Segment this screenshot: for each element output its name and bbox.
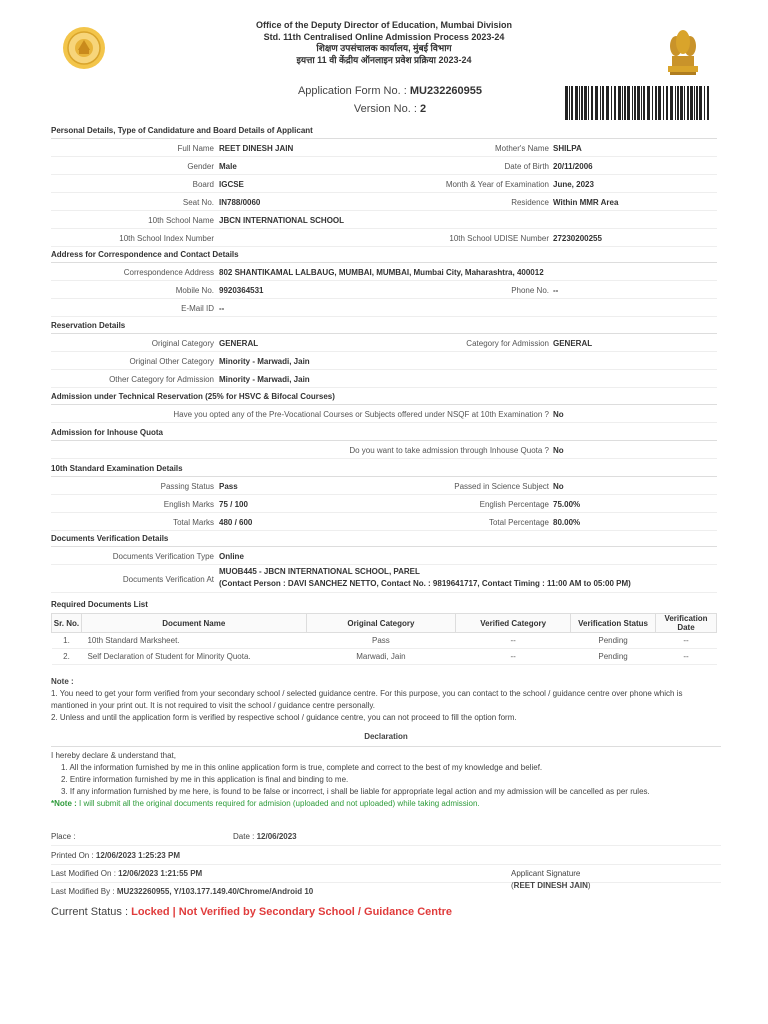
field-label: Residence: [511, 198, 549, 207]
section-title: 10th Standard Examination Details: [51, 460, 717, 477]
modified-value: 12/06/2023 1:21:55 PM: [118, 869, 203, 878]
modified-by-value: MU232260955, Y/103.177.149.40/Chrome/Android 10: [116, 887, 314, 896]
table-cell: Self Declaration of Student for Minority Quota.: [81, 649, 306, 665]
field-label: Total Marks: [173, 518, 214, 527]
required-documents-section: [51, 596, 717, 665]
field-label: 10th School UDISE Number: [449, 234, 549, 243]
field-label: Phone No.: [511, 286, 549, 295]
barcode-icon: [565, 86, 710, 120]
table-cell: Pending: [571, 633, 656, 649]
exam-details-section: [51, 460, 717, 531]
date-value: 12/06/2023: [256, 832, 297, 841]
field-label: Mobile No.: [175, 286, 214, 295]
field-value: 75.00%: [553, 500, 581, 509]
technical-answer: No: [553, 410, 564, 419]
technical-question-row: [51, 405, 717, 423]
field-label: Date of Birth: [504, 162, 549, 171]
technical-question: Have you opted any of the Pre-Vocational Courses or Subjects offered under NSQF at 10th Examination ?: [173, 410, 549, 419]
declaration-item: 3. If any information furnished by me here, is found to be false or incorrect, i shall be liable for appropriate legal action and my admission will be cancelled as per rules.: [61, 787, 650, 796]
status-value: Locked | Not Verified by Secondary School / Guidance Centre: [131, 906, 453, 918]
national-emblem-icon: [660, 22, 706, 78]
modified-by-label: Last Modified By :: [51, 887, 115, 896]
verification-at-label: Documents Verification At: [122, 575, 214, 584]
inhouse-question: Do you want to take admission through Inhouse Quota ?: [349, 446, 549, 455]
detail-row: [51, 334, 717, 352]
field-label: 10th School Name: [148, 216, 214, 225]
form-no-label: Application Form No. :: [297, 85, 407, 97]
table-row: [52, 633, 717, 649]
table-cell: --: [456, 649, 571, 665]
detail-row: [51, 139, 717, 157]
version-value: 2: [419, 103, 427, 115]
detail-row: [51, 370, 717, 388]
section-title: Admission under Technical Reservation (25% for HSVC & Bifocal Courses): [51, 388, 717, 405]
printed-label: Printed On :: [51, 851, 94, 860]
detail-row: [51, 352, 717, 370]
field-value: --: [219, 304, 225, 313]
process-title: Std. 11th Centralised Online Admission Process 2023-24: [263, 31, 505, 42]
field-label: Gender: [187, 162, 214, 171]
field-label: Original Other Category: [129, 357, 214, 366]
note-title: Note :: [51, 677, 74, 686]
field-label: 10th School Index Number: [119, 234, 214, 243]
column-header: Verification Date: [656, 614, 717, 633]
field-value: Pass: [219, 482, 238, 491]
table-cell: Marwadi, Jain: [306, 649, 456, 665]
column-header: Original Category: [306, 614, 456, 633]
required-documents-table: [51, 613, 717, 665]
declaration-intro: I hereby declare & understand that,: [51, 751, 176, 760]
footer-block: [51, 828, 721, 921]
detail-row: [51, 513, 717, 531]
address-section: [51, 246, 717, 317]
field-value: SHILPA: [553, 144, 582, 153]
detail-row: [51, 495, 717, 513]
field-label: Category for Admission: [466, 339, 549, 348]
field-value: Within MMR Area: [553, 198, 619, 207]
declaration-item: 2. Entire information furnished by me in this application is final and binding to me.: [61, 775, 349, 784]
field-value: 20/11/2006: [553, 162, 593, 171]
field-value: Male: [219, 162, 237, 171]
table-cell: 1.: [52, 633, 82, 649]
table-cell: Pending: [571, 649, 656, 665]
field-label: Passed in Science Subject: [454, 482, 549, 491]
table-cell: --: [656, 649, 717, 665]
verification-type-row: [51, 547, 717, 565]
place-label: Place :: [51, 832, 76, 841]
detail-row: [51, 299, 717, 317]
header-text: [180, 20, 588, 66]
table-cell: Pass: [306, 633, 456, 649]
table-row: [52, 649, 717, 665]
form-no-value: MU232260955: [409, 85, 483, 97]
field-value: 75 / 100: [219, 500, 248, 509]
field-value: 27230200255: [553, 234, 602, 243]
verification-at-line1: MUOB445 - JBCN INTERNATIONAL SCHOOL, PAREL: [219, 567, 420, 576]
verification-type-label: Documents Verification Type: [112, 552, 214, 561]
reservation-section: [51, 317, 717, 388]
note-line-1: 1. You need to get your form verified from your secondary school / selected guidance centre. For this purpose, you can contact to the school / guidance centre over phone which is mantioned in your print out. It is not required to visit the school / guidance centre personally.: [51, 689, 683, 710]
office-title-marathi: शिक्षण उपसंचालक कार्यालय, मुंबई विभाग: [316, 43, 452, 53]
note-line-2: 2. Unless and until the application form is verified by respective school / guidance centre, you can not proceed to fill the option form.: [51, 713, 517, 722]
inhouse-answer: No: [553, 446, 564, 455]
field-label: Original Category: [151, 339, 214, 348]
personal-details-section: [51, 122, 717, 247]
detail-row: [51, 175, 717, 193]
declaration-title: Declaration: [51, 731, 721, 747]
column-header: Verified Category: [456, 614, 571, 633]
field-value: 80.00%: [553, 518, 581, 527]
verification-at-row: [51, 565, 717, 593]
table-cell: --: [656, 633, 717, 649]
section-title: Address for Correspondence and Contact Details: [51, 246, 717, 263]
field-label: English Percentage: [479, 500, 549, 509]
technical-reservation-section: [51, 388, 717, 423]
table-cell: 10th Standard Marksheet.: [81, 633, 306, 649]
field-value: June, 2023: [553, 180, 594, 189]
version-label: Version No. :: [353, 103, 417, 115]
verification-type-value: Online: [219, 552, 244, 561]
field-value: JBCN INTERNATIONAL SCHOOL: [219, 216, 345, 225]
field-label: Other Category for Admission: [109, 375, 214, 384]
field-value: Minority - Marwadi, Jain: [219, 375, 310, 384]
field-label: E-Mail ID: [181, 304, 214, 313]
field-label: Correspondence Address: [123, 268, 214, 277]
inhouse-question-row: [51, 441, 717, 459]
section-title: Reservation Details: [51, 317, 717, 334]
application-id-block: [200, 82, 580, 118]
declaration-block: [51, 731, 721, 810]
field-label: Board: [192, 180, 214, 189]
declaration-note-text: I will submit all the original documents required for admision (uploaded and not uploaded) while taking admission.: [76, 799, 480, 808]
detail-row: [51, 193, 717, 211]
document-header: [0, 18, 768, 76]
field-label: English Marks: [163, 500, 214, 509]
field-value: IGCSE: [219, 180, 244, 189]
column-header: Verification Status: [571, 614, 656, 633]
field-value: No: [553, 482, 564, 491]
table-cell: 2.: [52, 649, 82, 665]
printed-value: 12/06/2023 1:25:23 PM: [95, 851, 180, 860]
date-label: Date :: [233, 832, 255, 841]
field-value: 480 / 600: [219, 518, 253, 527]
field-label: Seat No.: [182, 198, 214, 207]
detail-row: [51, 157, 717, 175]
process-title-marathi: इयत्ता 11 वी केंद्रीय ऑनलाइन प्रवेश प्रक्रिया 2023-24: [296, 54, 472, 65]
declaration-note-prefix: *Note :: [51, 799, 77, 808]
detail-row: [51, 477, 717, 495]
modified-label: Last Modified On :: [51, 869, 116, 878]
field-value: --: [553, 286, 559, 295]
signature-block: Applicant Signature (REET DINESH JAIN): [511, 869, 591, 890]
detail-row: [51, 211, 717, 229]
section-title: Personal Details, Type of Candidature and Board Details of Applicant: [51, 122, 717, 139]
maharashtra-seal-icon: [62, 26, 106, 70]
signature-name: REET DINESH JAIN: [513, 881, 588, 890]
field-label: Total Percentage: [488, 518, 549, 527]
section-title: Admission for Inhouse Quota: [51, 424, 717, 441]
detail-row: [51, 263, 717, 281]
verification-at-line2: (Contact Person : DAVI SANCHEZ NETTO, Contact No. : 9819641717, Contact Timing : 11:00 AM to 05:00 PM): [219, 579, 631, 588]
declaration-item: 1. All the information furnished by me in this online application form is true, complete and correct to the best of my knowledge and belief.: [61, 763, 543, 772]
field-value: IN788/0060: [219, 198, 261, 207]
field-value: GENERAL: [219, 339, 259, 348]
signature-label: Applicant Signature: [511, 869, 581, 878]
detail-row: [51, 229, 717, 247]
status-label: Current Status :: [51, 906, 129, 918]
field-value: 802 SHANTIKAMAL LALBAUG, MUMBAI, MUMBAI, Mumbai City, Maharashtra, 400012: [219, 268, 544, 277]
field-label: Full Name: [177, 144, 214, 153]
table-cell: --: [456, 633, 571, 649]
column-header: Document Name: [81, 614, 306, 633]
documents-verification-section: [51, 530, 717, 593]
section-title: Documents Verification Details: [51, 530, 717, 547]
section-title: Required Documents List: [51, 600, 148, 609]
field-label: Month & Year of Examination: [445, 180, 549, 189]
inhouse-quota-section: [51, 424, 717, 459]
office-title: Office of the Deputy Director of Education, Mumbai Division: [255, 20, 513, 30]
field-label: Mother's Name: [495, 144, 549, 153]
field-value: REET DINESH JAIN: [219, 144, 294, 153]
field-value: GENERAL: [553, 339, 593, 348]
detail-row: [51, 281, 717, 299]
field-label: Passing Status: [160, 482, 214, 491]
column-header: Sr. No.: [52, 614, 82, 633]
current-status: [51, 903, 721, 921]
note-block: [51, 676, 721, 724]
field-value: 9920364531: [219, 286, 264, 295]
field-value: Minority - Marwadi, Jain: [219, 357, 310, 366]
